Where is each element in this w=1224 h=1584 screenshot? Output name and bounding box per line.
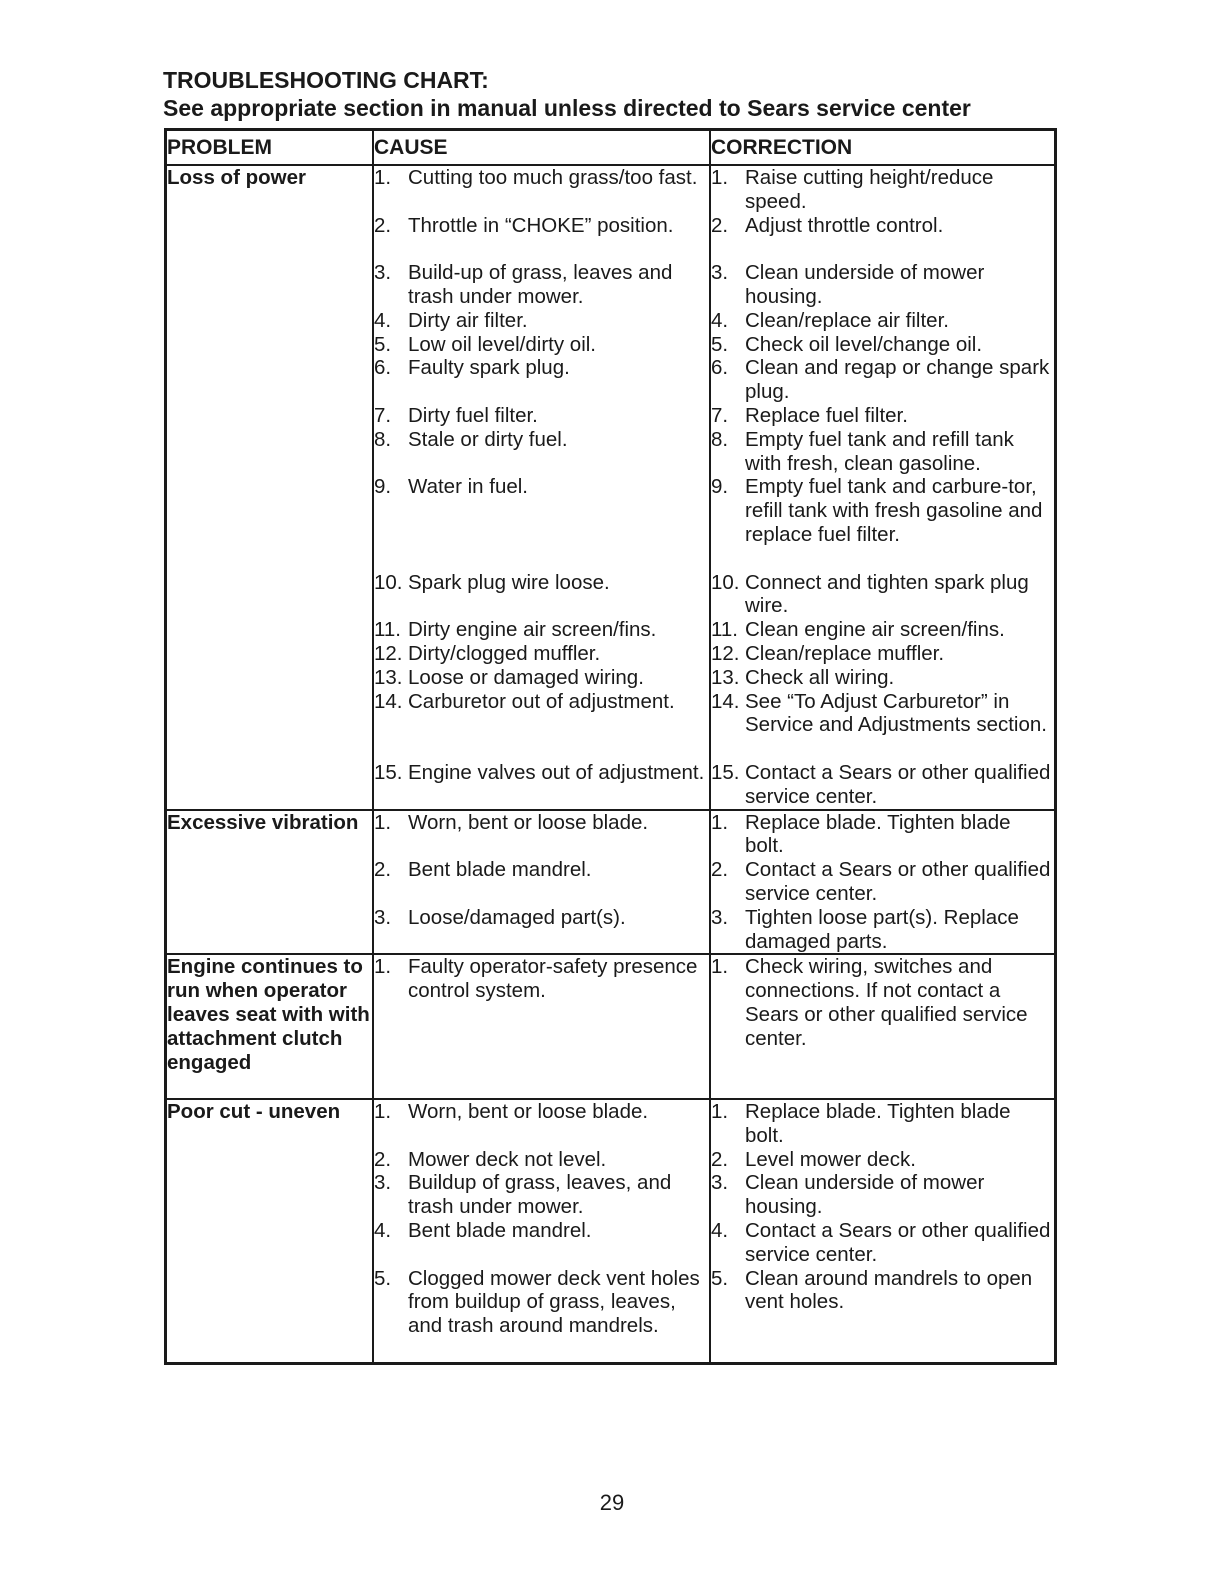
- item-text: Clean around mandrels to open vent holes.: [745, 1266, 1033, 1314]
- cause-item: [374, 333, 709, 357]
- cause-item: [374, 571, 709, 619]
- item-text: Throttle in “CHOKE” position.: [408, 213, 674, 237]
- item-text: Dirty air filter.: [408, 308, 528, 332]
- item-text: Clogged mower deck vent holes from buildup of grass, leaves, and trash around mandrels.: [408, 1266, 700, 1338]
- column-header-cause: CAUSE: [373, 130, 710, 166]
- correction-cell: [710, 954, 1056, 1099]
- item-number: 11.: [711, 618, 738, 642]
- column-header-correction: CORRECTION: [710, 130, 1056, 166]
- correction-item: [711, 811, 1054, 859]
- item-text: Worn, bent or loose blade.: [408, 1100, 649, 1124]
- item-number: 8.: [374, 427, 392, 451]
- correction-item: [711, 906, 1054, 954]
- item-number: 10.: [711, 570, 740, 594]
- cause-item: [374, 761, 709, 809]
- item-number: 2.: [374, 1147, 392, 1171]
- item-text: Loose/damaged part(s).: [408, 905, 626, 929]
- item-text: Faulty operator-safety presence control system.: [408, 955, 698, 1003]
- item-text: Carburetor out of adjustment.: [408, 689, 675, 713]
- item-text: Empty fuel tank and carbure-tor, refill tank with fresh gasoline and replace fuel filter.: [745, 475, 1043, 546]
- cause-item: [374, 1148, 709, 1172]
- cause-item: [374, 811, 709, 859]
- item-number: 3.: [711, 1171, 729, 1195]
- item-text: Replace fuel filter.: [745, 403, 908, 427]
- item-text: Replace blade. Tighten blade bolt.: [745, 1100, 1011, 1147]
- page-number: 29: [599, 1490, 625, 1515]
- cause-item: [374, 214, 709, 262]
- cause-item: [374, 906, 709, 954]
- item-text: Clean/replace muffler.: [745, 641, 945, 665]
- item-text: Check all wiring.: [745, 665, 895, 689]
- item-number: 3.: [711, 905, 729, 929]
- item-number: 12.: [374, 641, 403, 665]
- correction-item: [711, 1171, 1054, 1219]
- item-number: 1.: [374, 955, 392, 979]
- item-text: Raise cutting height/reduce speed.: [745, 166, 994, 213]
- item-number: 1.: [711, 955, 729, 979]
- correction-item: [711, 858, 1054, 906]
- item-number: 7.: [711, 403, 729, 427]
- item-number: 2.: [711, 1147, 729, 1171]
- table-row: [166, 1099, 1056, 1363]
- item-text: Low oil level/dirty oil.: [408, 332, 596, 356]
- item-text: Stale or dirty fuel.: [408, 427, 568, 451]
- page-title: TROUBLESHOOTING CHART:: [163, 67, 489, 93]
- correction-item: [711, 356, 1054, 404]
- item-number: 1.: [374, 1100, 392, 1124]
- cause-item: [374, 1171, 709, 1219]
- cause-cell: [373, 954, 710, 1099]
- cause-item: [374, 666, 709, 690]
- table-row: [166, 954, 1056, 1099]
- item-number: 9.: [374, 475, 392, 499]
- cause-item: [374, 261, 709, 309]
- item-number: 2.: [374, 858, 392, 882]
- correction-item: [711, 333, 1054, 357]
- cause-item: [374, 1267, 709, 1362]
- item-text: Faulty spark plug.: [408, 356, 570, 380]
- item-text: Replace blade. Tighten blade bolt.: [745, 810, 1011, 858]
- item-number: 15.: [374, 760, 403, 784]
- correction-item: [711, 1100, 1054, 1148]
- item-number: 2.: [711, 213, 729, 237]
- item-text: Connect and tighten spark plug wire.: [745, 570, 1029, 618]
- item-number: 12.: [711, 641, 740, 665]
- problem-cell: Excessive vibration: [166, 810, 374, 955]
- item-number: 5.: [711, 1266, 729, 1290]
- item-number: 11.: [374, 618, 401, 642]
- item-text: Mower deck not level.: [408, 1147, 607, 1171]
- item-number: 2.: [374, 213, 392, 237]
- item-number: 15.: [711, 760, 740, 784]
- cause-cell: [373, 165, 710, 810]
- item-number: 3.: [374, 261, 392, 285]
- item-text: Water in fuel.: [408, 475, 529, 499]
- correction-item: [711, 1267, 1054, 1362]
- item-text: Empty fuel tank and refill tank with fresh, clean gasoline.: [745, 427, 1014, 475]
- item-text: Level mower deck.: [745, 1147, 916, 1171]
- item-text: Dirty fuel filter.: [408, 403, 538, 427]
- item-number: 9.: [711, 475, 729, 499]
- cause-item: [374, 475, 709, 570]
- correction-item: [711, 261, 1054, 309]
- item-number: 3.: [374, 905, 392, 929]
- item-text: Dirty engine air screen/fins.: [408, 618, 657, 642]
- item-text: Check oil level/change oil.: [745, 332, 983, 356]
- item-number: 2.: [711, 858, 729, 882]
- correction-cell: [710, 810, 1056, 955]
- table-header-row: [166, 130, 1056, 166]
- item-text: Bent blade mandrel.: [408, 1219, 592, 1243]
- cause-item: [374, 858, 709, 906]
- item-number: 5.: [374, 332, 392, 356]
- correction-item: [711, 690, 1054, 761]
- item-text: Adjust throttle control.: [745, 213, 944, 237]
- correction-item: [711, 309, 1054, 333]
- item-text: Clean underside of mower housing.: [745, 1171, 985, 1219]
- item-number: 4.: [374, 308, 392, 332]
- item-number: 1.: [711, 166, 729, 189]
- item-text: Dirty/clogged muffler.: [408, 641, 601, 665]
- item-number: 1.: [711, 810, 729, 834]
- cause-item: [374, 955, 709, 1098]
- correction-item: [711, 666, 1054, 690]
- page-heading: [163, 66, 1063, 122]
- correction-item: [711, 475, 1054, 570]
- table-row: [166, 165, 1056, 810]
- problem-cell: Engine continues to run when operator leaves seat with with attachment clutch engaged: [166, 954, 374, 1099]
- correction-cell: [710, 1099, 1056, 1363]
- item-text: Buildup of grass, leaves, and trash under mower.: [408, 1171, 672, 1219]
- item-number: 4.: [711, 1219, 729, 1243]
- item-number: 5.: [711, 332, 729, 356]
- item-text: Cutting too much grass/too fast.: [408, 166, 698, 189]
- problem-cell: Loss of power: [166, 165, 374, 810]
- item-number: 13.: [711, 665, 740, 689]
- cause-item: [374, 166, 709, 214]
- table-body: [166, 165, 1056, 1363]
- correction-item: [711, 955, 1054, 1098]
- cause-item: [374, 1219, 709, 1267]
- item-text: Spark plug wire loose.: [408, 570, 610, 594]
- item-number: 7.: [374, 403, 392, 427]
- correction-cell: [710, 165, 1056, 810]
- cause-item: [374, 404, 709, 428]
- correction-item: [711, 1148, 1054, 1172]
- item-number: 14.: [711, 689, 740, 713]
- item-text: Contact a Sears or other qualified service center.: [745, 1219, 1051, 1266]
- correction-item: [711, 642, 1054, 666]
- correction-item: [711, 1219, 1054, 1267]
- cause-item: [374, 690, 709, 761]
- cause-item: [374, 1100, 709, 1148]
- item-text: See “To Adjust Carburetor” in Service and Adjustments section.: [745, 689, 1047, 737]
- correction-item: [711, 404, 1054, 428]
- problem-cell: Poor cut - uneven: [166, 1099, 374, 1363]
- item-text: Clean/replace air filter.: [745, 308, 949, 332]
- table-row: [166, 810, 1056, 955]
- cause-item: [374, 309, 709, 333]
- item-number: 14.: [374, 689, 403, 713]
- item-number: 1.: [374, 166, 392, 189]
- item-number: 13.: [374, 665, 403, 689]
- cause-item: [374, 428, 709, 476]
- item-number: 5.: [374, 1266, 392, 1290]
- column-header-problem: PROBLEM: [166, 130, 374, 166]
- cause-item: [374, 618, 709, 642]
- item-text: Contact a Sears or other qualified service center.: [745, 858, 1051, 905]
- item-number: 10.: [374, 570, 403, 594]
- correction-item: [711, 428, 1054, 476]
- item-text: Check wiring, switches and connections. If not contact a Sears or other qualified service center.: [745, 955, 1028, 1050]
- troubleshooting-table: [164, 128, 1057, 1365]
- item-text: Engine valves out of adjustment.: [408, 760, 705, 784]
- item-text: Contact a Sears or other qualified service center.: [745, 760, 1051, 808]
- item-text: Clean engine air screen/fins.: [745, 618, 1005, 642]
- item-text: Bent blade mandrel.: [408, 858, 592, 882]
- correction-item: [711, 571, 1054, 619]
- cause-cell: [373, 1099, 710, 1363]
- item-text: Tighten loose part(s). Replace damaged parts.: [745, 905, 1019, 953]
- cause-item: [374, 642, 709, 666]
- item-number: 6.: [374, 356, 392, 380]
- item-number: 6.: [711, 356, 729, 380]
- item-number: 8.: [711, 427, 729, 451]
- correction-item: [711, 618, 1054, 642]
- cause-cell: [373, 810, 710, 955]
- item-text: Clean underside of mower housing.: [745, 261, 985, 308]
- cause-item: [374, 356, 709, 404]
- item-number: 3.: [374, 1171, 392, 1195]
- item-text: Worn, bent or loose blade.: [408, 810, 649, 834]
- correction-item: [711, 214, 1054, 262]
- item-number: 1.: [711, 1100, 729, 1124]
- item-number: 4.: [711, 308, 729, 332]
- correction-item: [711, 166, 1054, 214]
- page-subtitle: See appropriate section in manual unless directed to Sears service center: [163, 95, 971, 121]
- item-text: Build-up of grass, leaves and trash under mower.: [408, 261, 673, 308]
- item-number: 3.: [711, 261, 729, 285]
- correction-item: [711, 761, 1054, 809]
- item-number: 4.: [374, 1219, 392, 1243]
- item-text: Clean and regap or change spark plug.: [745, 356, 1050, 404]
- item-text: Loose or damaged wiring.: [408, 665, 644, 689]
- item-number: 1.: [374, 810, 392, 834]
